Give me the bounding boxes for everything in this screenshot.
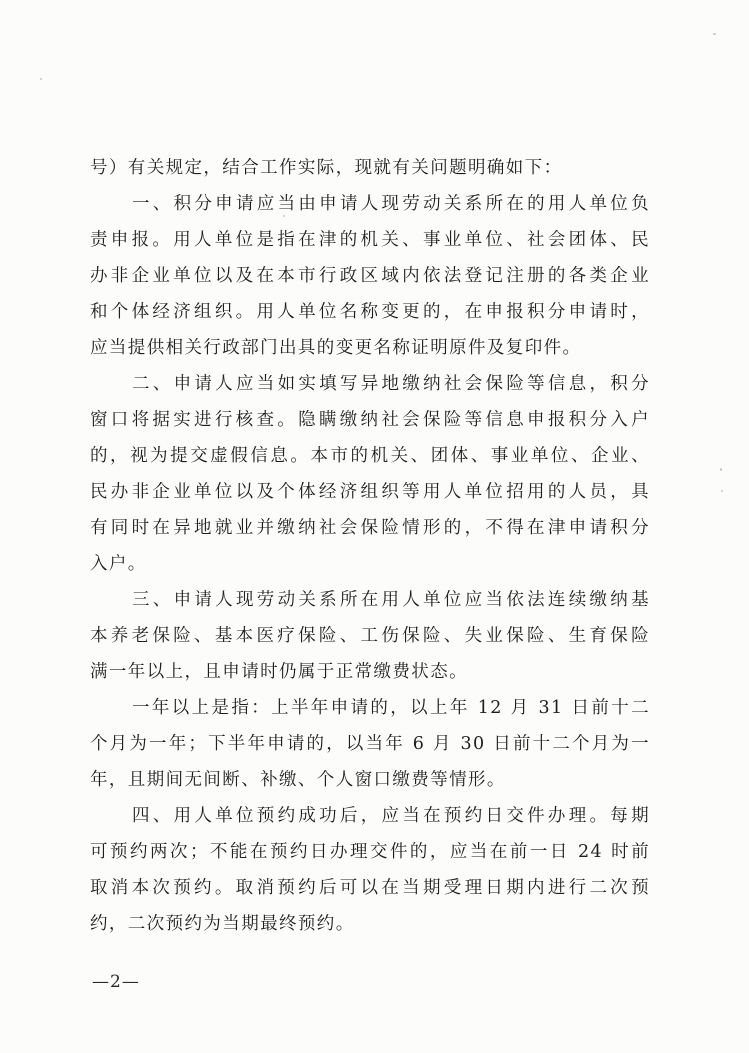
paragraph-item-2 [90, 366, 650, 582]
text-line: 办非企业单位以及在本市行政区域内依法登记注册的各类企业 [90, 266, 650, 286]
text-line: 个月为一年；下半年申请的，以当年 6 月 30 日前十二个月为一 [90, 734, 650, 754]
text-line: 二、申请人应当如实填写异地缴纳社会保险等信息，积分 [132, 374, 650, 394]
scan-speck [40, 78, 42, 80]
text-line: 可预约两次；不能在预约日办理交件的，应当在前一日 24 时前 [90, 842, 650, 862]
text-line: 取消本次预约。取消预约后可以在当期受理日期内进行二次预 [90, 878, 650, 898]
scan-speck [713, 33, 716, 35]
text-line: 的，视为提交虚假信息。本市的机关、团体、事业单位、企业、 [90, 446, 650, 466]
text-line: 一年以上是指：上半年申请的，以上年 12 月 31 日前十二 [132, 698, 650, 718]
paragraph-definition [90, 690, 650, 798]
paragraph-item-3 [90, 582, 650, 690]
page-number: —2— [92, 972, 140, 992]
text-line: 一、积分申请应当由申请人现劳动关系所在的用人单位负 [132, 194, 650, 214]
text-line: 三、申请人现劳动关系所在用人单位应当依法连续缴纳基 [132, 590, 650, 610]
text-line: 号）有关规定，结合工作实际，现就有关问题明确如下： [90, 158, 563, 178]
scan-speck [721, 490, 723, 492]
text-line: 约，二次预约为当期最终预约。 [90, 914, 355, 934]
paragraph-item-4 [90, 798, 650, 942]
text-line: 责申报。用人单位是指在津的机关、事业单位、社会团体、民 [90, 230, 650, 250]
text-line: 入户。 [90, 554, 147, 574]
paragraph-continuation [90, 150, 650, 186]
text-line: 窗口将据实进行核查。隐瞒缴纳社会保险等信息申报积分入户 [90, 410, 650, 430]
text-line: 和个体经济组织。用人单位名称变更的，在申报积分申请时， [90, 302, 650, 322]
text-line: 本养老保险、基本医疗保险、工伤保险、失业保险、生育保险 [90, 626, 650, 646]
text-line: 应当提供相关行政部门出具的变更名称证明原件及复印件。 [90, 338, 582, 358]
document-body [90, 150, 650, 942]
text-line: 有同时在异地就业并缴纳社会保险情形的，不得在津申请积分 [90, 518, 650, 538]
text-line: 年，且期间无间断、补缴、个人窗口缴费等情形。 [90, 770, 506, 790]
scan-speck [720, 468, 722, 471]
scan-speck [283, 215, 285, 217]
paragraph-item-1 [90, 186, 650, 366]
text-line: 民办非企业单位以及个体经济组织等用人单位招用的人员，具 [90, 482, 650, 502]
text-line: 满一年以上，且申请时仍属于正常缴费状态。 [90, 662, 468, 682]
text-line: 四、用人单位预约成功后，应当在预约日交件办理。每期 [132, 806, 650, 826]
